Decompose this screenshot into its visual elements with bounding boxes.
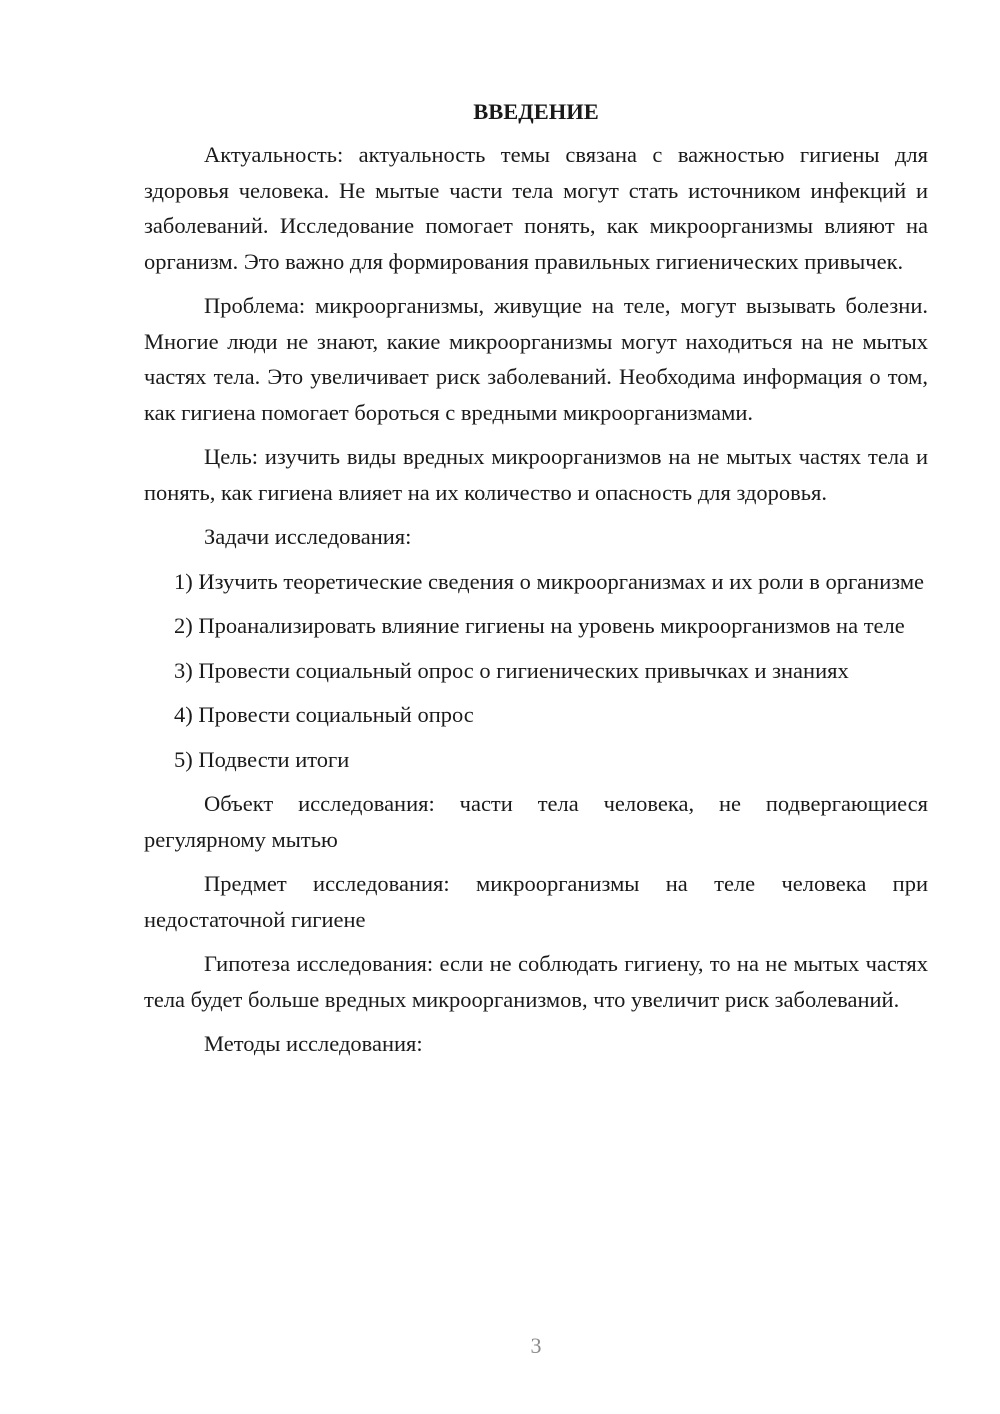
- task-item: 1) Изучить теоретические сведения о микроорганизмах и их роли в организме: [174, 568, 925, 594]
- page-number: 3: [530, 1333, 542, 1358]
- relevance-paragraph: Актуальность: актуальность темы связана с важностью гигиены для здоровья человека. Не мытые части тела могут стать источником инфекций и заболеваний. Исследование помогает понять, как микроорганизмы влияют на организм. Это важно для формирования правильных гигиенических привычек.: [144, 142, 928, 274]
- methods-heading: Методы исследования:: [204, 1031, 423, 1056]
- task-item: 2) Проанализировать влияние гигиены на уровень микроорганизмов на теле: [174, 613, 905, 638]
- goal-paragraph: Цель: изучить виды вредных микроорганизмов на не мытых частях тела и понять, как гигиена влияет на их количество и опасность для здоровья.: [144, 444, 928, 505]
- task-item: 4) Провести социальный опрос: [174, 702, 474, 727]
- page-content: [144, 96, 928, 1071]
- problem-paragraph: Проблема: микроорганизмы, живущие на теле, могут вызывать болезни. Многие люди не знают, какие микроорганизмы могут находиться на не мытых частях тела. Это увеличивает риск заболеваний. Необходима информация о том, как гигиена помогает бороться с вредными микроорганизмами.: [144, 293, 928, 425]
- hypothesis-paragraph: Гипотеза исследования: если не соблюдать гигиену, то на не мытых частях тела будет больше вредных микроорганизмов, что увеличит риск заболеваний.: [144, 951, 928, 1012]
- task-item: 3) Провести социальный опрос о гигиенических привычках и знаниях: [174, 657, 849, 683]
- task-item: 5) Подвести итоги: [174, 746, 350, 772]
- section-title: ВВЕДЕНИЕ: [473, 99, 599, 124]
- tasks-heading: Задачи исследования:: [204, 524, 412, 549]
- subject-paragraph: Предмет исследования: микроорганизмы на теле человека при недостаточной гигиене: [144, 871, 928, 932]
- object-paragraph: Объект исследования: части тела человека, не подвергающиеся регулярному мытью: [144, 791, 928, 852]
